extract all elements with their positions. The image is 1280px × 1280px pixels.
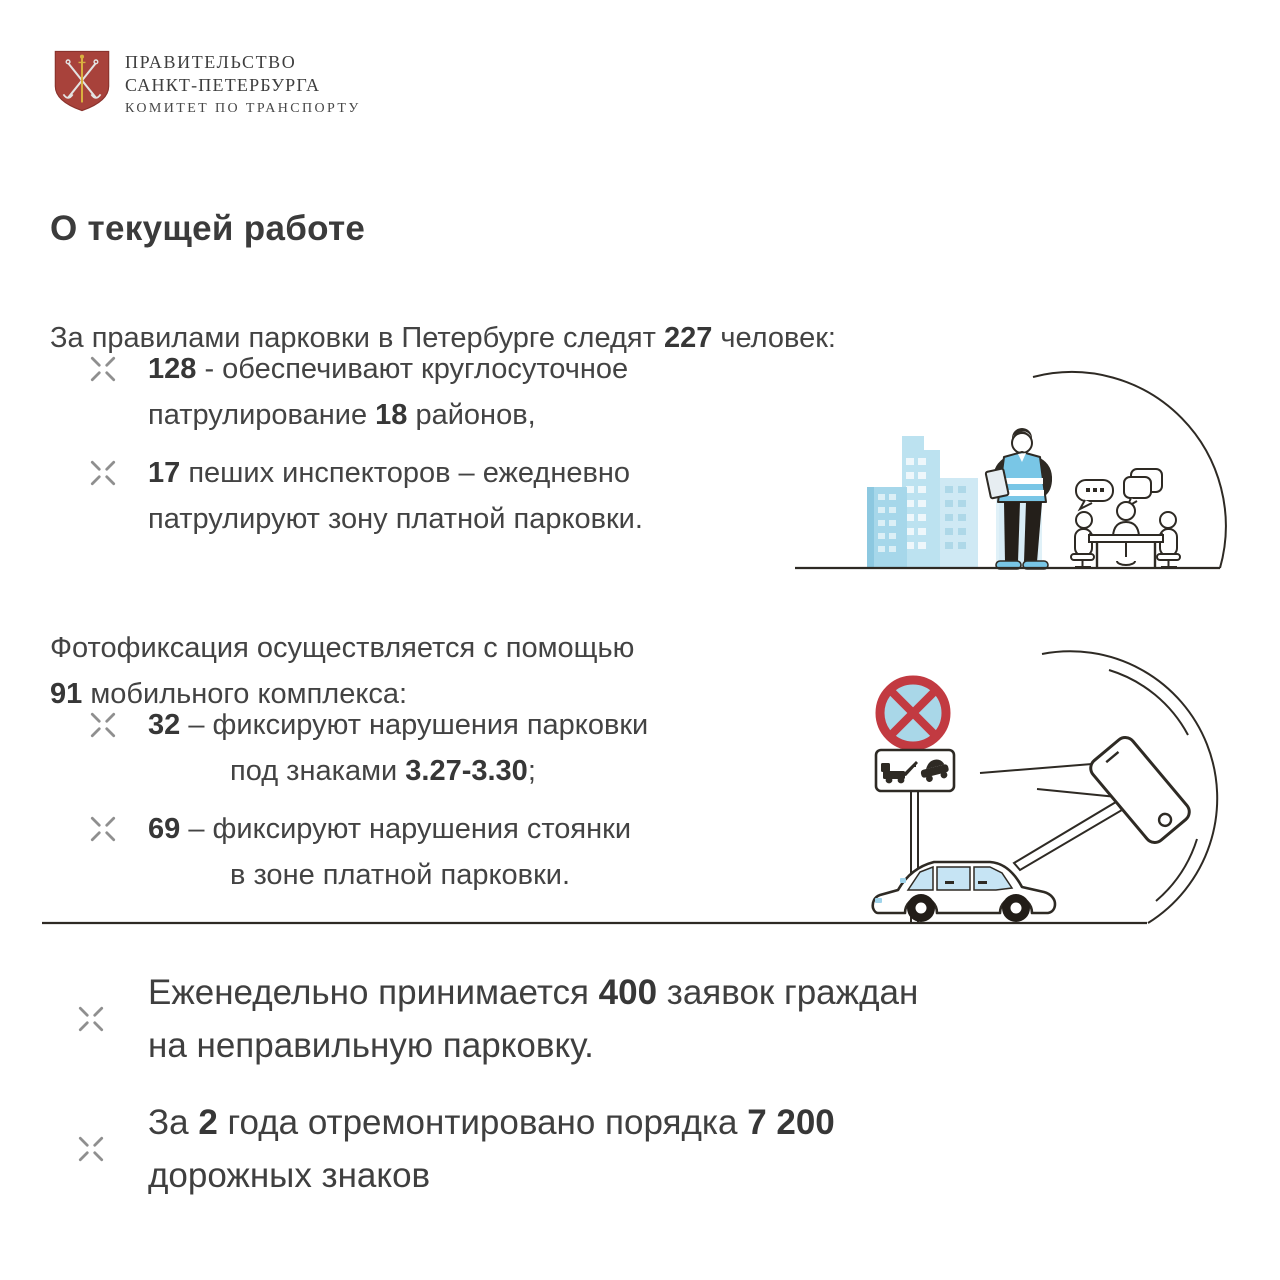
sign-pole bbox=[911, 788, 918, 923]
brand-header bbox=[53, 48, 361, 119]
car-illustration bbox=[873, 862, 1055, 922]
bullet-text-line: 128 - обеспечивают круглосуточное bbox=[148, 353, 629, 385]
speech-bubble-dots-icon bbox=[1076, 480, 1113, 509]
photo-intro-line: Фотофиксация осуществляется с помощью bbox=[50, 632, 635, 664]
patrol-illustration bbox=[790, 350, 1230, 580]
spb-crest-icon bbox=[53, 48, 111, 114]
bullet-text bbox=[148, 702, 648, 794]
tow-truck-pictogram bbox=[881, 757, 951, 784]
stat-repaired-signs bbox=[76, 1096, 835, 1202]
bullet-marker-icon bbox=[88, 354, 118, 384]
bullet-text-line: в зоне платной парковки. bbox=[230, 859, 571, 891]
stat-text-line: Еженедельно принимается 400 заявок граждан bbox=[148, 973, 919, 1012]
bullet-text-line: 32 – фиксируют нарушения парковки bbox=[148, 709, 649, 741]
brand-city: САНКТ-ПЕТЕРБУРГА bbox=[125, 75, 321, 95]
stat-marker-icon bbox=[76, 1134, 106, 1164]
stat-text-line: на неправильную парковку. bbox=[148, 1026, 594, 1065]
brand-government: ПРАВИТЕЛЬСТВО bbox=[125, 52, 297, 72]
bullet-item-patrol-128 bbox=[88, 346, 628, 438]
bullet-text bbox=[148, 346, 628, 438]
bullet-marker-icon bbox=[88, 710, 118, 740]
circle-arc bbox=[1042, 651, 1217, 923]
phone-mount-pole bbox=[1014, 802, 1122, 870]
stat-text-line: За 2 года отремонтировано порядка 7 200 bbox=[148, 1103, 835, 1142]
inspector-illustration bbox=[985, 428, 1052, 569]
bullet-text-line: под знаками 3.27-3.30; bbox=[230, 755, 536, 787]
stat-marker-icon bbox=[76, 1004, 106, 1034]
bullet-marker-icon bbox=[88, 814, 118, 844]
stat-text bbox=[148, 1096, 835, 1202]
tow-truck-plate bbox=[876, 750, 954, 791]
circle-arc-inner-bottom bbox=[1156, 839, 1197, 901]
camera-rays bbox=[980, 762, 1126, 835]
bullet-text-line: 17 пеших инспекторов – ежедневно bbox=[148, 457, 631, 489]
speech-bubble-double-icon bbox=[1124, 469, 1162, 507]
bullet-text bbox=[148, 806, 631, 898]
stat-text-line: дорожных знаков bbox=[148, 1156, 431, 1195]
stat-text bbox=[148, 966, 918, 1072]
patrol-intro: За правилами парковки в Петербурге следят 227 человек: bbox=[50, 322, 836, 354]
bullet-text bbox=[148, 450, 643, 542]
bullet-item-photo-69 bbox=[88, 806, 631, 898]
bullet-item-photo-32 bbox=[88, 702, 648, 794]
stat-weekly-claims bbox=[76, 966, 918, 1072]
bullet-text-line: патрулируют зону платной парковки. bbox=[148, 503, 643, 535]
bullet-marker-icon bbox=[88, 458, 118, 488]
circle-arc bbox=[1033, 372, 1226, 568]
page-title: О текущей работе bbox=[50, 209, 366, 249]
bullet-item-patrol-17 bbox=[88, 450, 643, 542]
buildings-illustration bbox=[867, 436, 1042, 568]
circle-arc-inner-top bbox=[1109, 670, 1188, 735]
brand-committee: КОМИТЕТ ПО ТРАНСПОРТУ bbox=[125, 101, 361, 116]
smartphone-illustration bbox=[1087, 733, 1194, 846]
bullet-text-line: 69 – фиксируют нарушения стоянки bbox=[148, 813, 632, 845]
no-stopping-sign-icon bbox=[880, 680, 946, 746]
photo-intro-line: 91 мобильного комплекса: bbox=[50, 678, 408, 710]
bullet-text-line: патрулирование 18 районов, bbox=[148, 399, 536, 431]
meeting-illustration bbox=[1071, 469, 1180, 567]
brand-text bbox=[125, 48, 361, 119]
